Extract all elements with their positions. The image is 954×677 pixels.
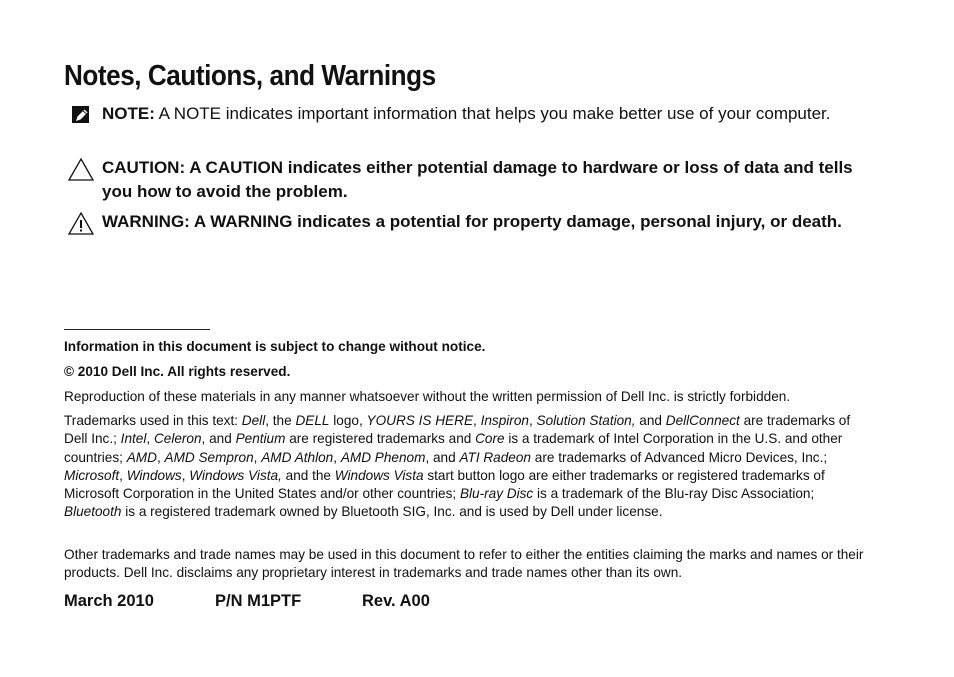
trademark-text: , <box>253 449 262 465</box>
trademark-name: Solution Station, <box>536 413 636 428</box>
note-text: A NOTE indicates important information that helps you make better use of your computer. <box>154 104 831 123</box>
trademark-name: DellConnect <box>665 413 740 428</box>
trademark-text: are registered trademarks and <box>285 431 476 447</box>
trademark-text: logo, <box>329 413 367 428</box>
trademarks-paragraph <box>64 412 864 522</box>
trademark-name: Celeron <box>153 431 202 447</box>
trademark-name: Blu-ray Disc <box>459 486 534 502</box>
trademark-name: DELL <box>295 413 330 428</box>
footnote-divider <box>64 329 210 330</box>
revision: Rev. A00 <box>362 592 430 610</box>
trademark-text: start button logo are either trademarks or registered trademarks of Microsoft Corporation in the United States and/or other countries; <box>64 467 825 502</box>
trademark-name: Pentium <box>235 431 286 447</box>
trademark-name: Inspiron <box>480 413 529 428</box>
trademark-text: are trademarks of Dell Inc.; <box>64 413 851 447</box>
trademark-text: , <box>146 431 154 447</box>
page-title: Notes, Cautions, and Warnings <box>64 60 436 92</box>
trademark-text: , and <box>201 431 236 447</box>
trademark-name: Core <box>475 431 505 447</box>
trademark-text: Trademarks used in this text: <box>64 413 242 428</box>
trademark-name: Windows <box>126 467 182 483</box>
trademark-text: , <box>528 413 537 428</box>
trademark-text: and the <box>281 467 335 483</box>
caution-triangle-icon <box>66 156 96 182</box>
trademark-name: Windows Vista <box>334 467 424 483</box>
trademark-name: Microsoft <box>64 467 120 483</box>
warning-text: WARNING: A WARNING indicates a potential for property damage, personal injury, or death. <box>102 212 842 231</box>
trademark-name: AMD Sempron <box>164 449 254 465</box>
trademark-name: AMD Athlon <box>261 449 334 465</box>
trademark-name: Windows Vista, <box>189 467 282 483</box>
trademark-text: , <box>119 467 127 483</box>
trademark-text: , the <box>265 413 296 428</box>
note-pencil-icon <box>66 102 96 128</box>
change-notice: Information in this document is subject to change without notice. <box>64 339 486 354</box>
part-number: P/N M1PTF <box>215 592 302 610</box>
trademark-text: , and <box>425 449 460 465</box>
warning-triangle-icon <box>66 210 96 236</box>
trademark-name: AMD <box>126 449 157 465</box>
trademark-text: , <box>156 449 165 465</box>
trademark-name: Dell <box>241 413 266 428</box>
trademark-text: is a trademark of the Blu-ray Disc Association; <box>533 486 815 502</box>
copyright-line: © 2010 Dell Inc. All rights reserved. <box>64 364 291 379</box>
note-label: NOTE: <box>102 104 155 123</box>
trademark-name: YOURS IS HERE <box>366 413 474 428</box>
trademark-text: and <box>635 413 666 428</box>
trademark-text: are trademarks of Advanced Micro Devices, Inc.; <box>531 449 828 465</box>
trademark-name: Intel <box>120 431 147 447</box>
reproduction-notice: Reproduction of these materials in any manner whatsoever without the written permission of Dell Inc. is strictly forbidden. <box>64 389 791 404</box>
warning-block <box>102 210 862 234</box>
caution-block <box>102 156 862 204</box>
trademark-text: , <box>181 467 190 483</box>
other-trademarks-paragraph: Other trademarks and trade names may be used in this document to refer to either the entities claiming the marks and names or their products. Dell Inc. disclaims any proprietary interest in trademarks and trade names other than its own. <box>64 547 864 581</box>
trademark-text: , <box>333 449 341 465</box>
note-block <box>102 102 862 126</box>
trademark-name: Bluetooth <box>64 504 122 520</box>
trademark-text: is a registered trademark owned by Bluetooth SIG, Inc. and is used by Dell under license. <box>121 504 663 520</box>
trademark-text: is a trademark of Intel Corporation in the U.S. and other countries; <box>64 431 843 465</box>
trademark-name: ATI Radeon <box>459 449 531 465</box>
trademark-name: AMD Phenom <box>340 449 426 465</box>
publish-date: March 2010 <box>64 592 154 610</box>
caution-text: CAUTION: A CAUTION indicates either potential damage to hardware or loss of data and tells you how to avoid the problem. <box>102 158 853 201</box>
trademark-text: , <box>473 413 481 428</box>
